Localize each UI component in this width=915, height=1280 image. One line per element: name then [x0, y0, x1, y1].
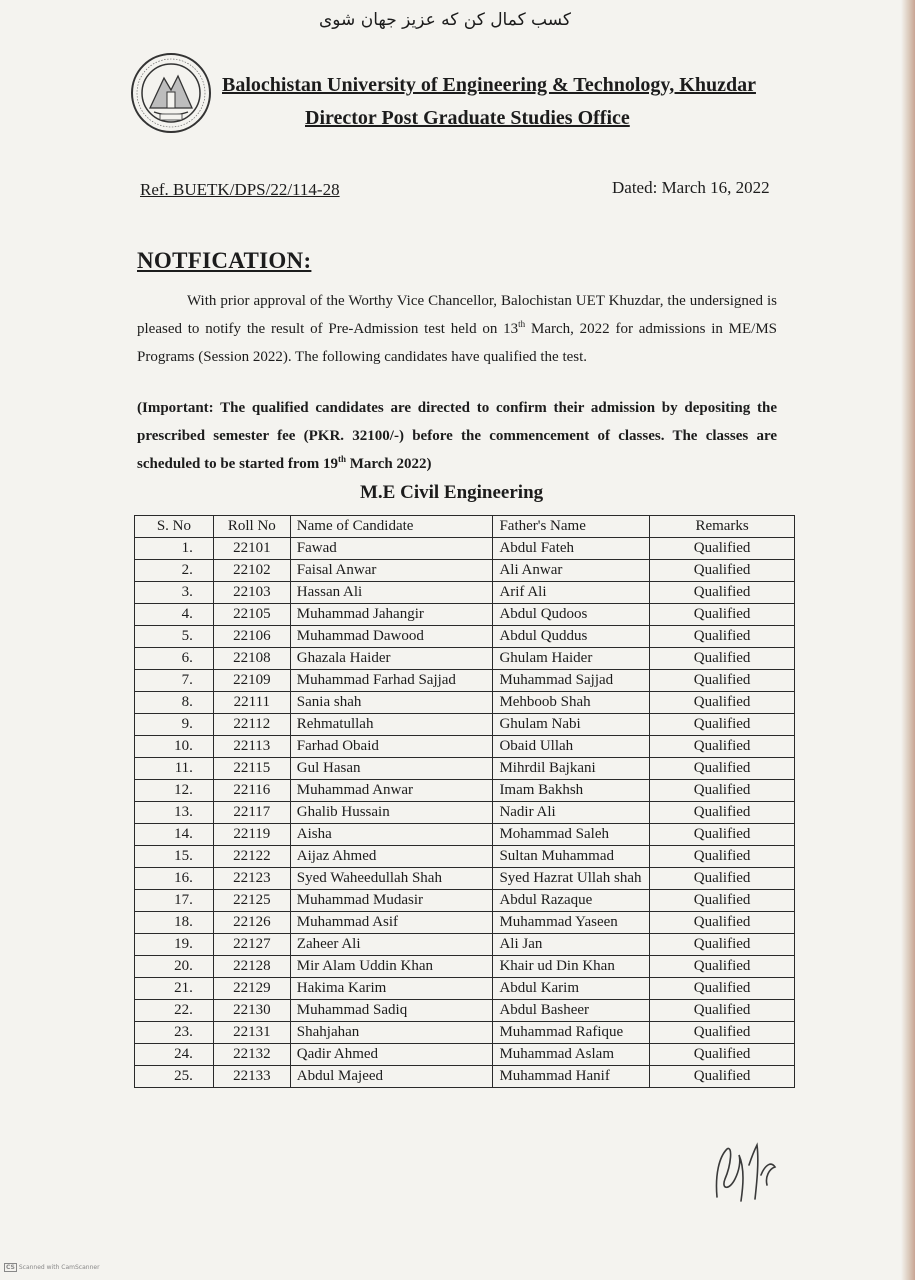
row-candidate-name: Abdul Majeed: [290, 1066, 493, 1088]
row-sno: 14.: [135, 824, 214, 846]
row-remarks: Qualified: [650, 648, 795, 670]
row-roll-no: 22112: [213, 714, 290, 736]
row-roll-no: 22102: [213, 560, 290, 582]
row-sno: 22.: [135, 1000, 214, 1022]
row-sno: 11.: [135, 758, 214, 780]
row-father-name: Ghulam Nabi: [493, 714, 650, 736]
row-candidate-name: Syed Waheedullah Shah: [290, 868, 493, 890]
row-remarks: Qualified: [650, 604, 795, 626]
row-sno: 6.: [135, 648, 214, 670]
row-candidate-name: Muhammad Mudasir: [290, 890, 493, 912]
row-father-name: Muhammad Aslam: [493, 1044, 650, 1066]
row-roll-no: 22109: [213, 670, 290, 692]
row-roll-no: 22129: [213, 978, 290, 1000]
row-sno: 15.: [135, 846, 214, 868]
row-sno: 13.: [135, 802, 214, 824]
row-sno: 25.: [135, 1066, 214, 1088]
row-candidate-name: Zaheer Ali: [290, 934, 493, 956]
row-father-name: Nadir Ali: [493, 802, 650, 824]
row-roll-no: 22119: [213, 824, 290, 846]
row-remarks: Qualified: [650, 560, 795, 582]
row-candidate-name: Hassan Ali: [290, 582, 493, 604]
table-row: [135, 956, 795, 978]
important-note: [137, 394, 777, 478]
header-candidate-name: Name of Candidate: [290, 516, 493, 538]
row-remarks: Qualified: [650, 934, 795, 956]
row-roll-no: 22115: [213, 758, 290, 780]
row-father-name: Sultan Muhammad: [493, 846, 650, 868]
row-remarks: Qualified: [650, 758, 795, 780]
table-row: [135, 648, 795, 670]
row-father-name: Ghulam Haider: [493, 648, 650, 670]
row-father-name: Abdul Basheer: [493, 1000, 650, 1022]
row-remarks: Qualified: [650, 890, 795, 912]
row-roll-no: 22108: [213, 648, 290, 670]
table-row: [135, 714, 795, 736]
row-roll-no: 22103: [213, 582, 290, 604]
row-candidate-name: Mir Alam Uddin Khan: [290, 956, 493, 978]
row-father-name: Abdul Quddus: [493, 626, 650, 648]
row-sno: 8.: [135, 692, 214, 714]
row-roll-no: 22116: [213, 780, 290, 802]
reference-number: [140, 180, 340, 200]
row-candidate-name: Aisha: [290, 824, 493, 846]
results-table: [134, 515, 795, 1088]
row-father-name: Abdul Karim: [493, 978, 650, 1000]
important-text-1: (Important: The qualified candidates are directed to confirm their admission by depositing the prescribed semester fee (PKR. 32100/-) before the commencement of classes. The classes are scheduled to be started from 19: [137, 400, 777, 472]
row-candidate-name: Muhammad Dawood: [290, 626, 493, 648]
row-father-name: Ali Jan: [493, 934, 650, 956]
table-row: [135, 978, 795, 1000]
row-candidate-name: Ghalib Hussain: [290, 802, 493, 824]
table-row: [135, 912, 795, 934]
row-father-name: Muhammad Hanif: [493, 1066, 650, 1088]
row-candidate-name: Muhammad Asif: [290, 912, 493, 934]
table-row: [135, 846, 795, 868]
row-sno: 19.: [135, 934, 214, 956]
row-father-name: Abdul Qudoos: [493, 604, 650, 626]
row-father-name: Mohammad Saleh: [493, 824, 650, 846]
row-sno: 20.: [135, 956, 214, 978]
row-father-name: Mehboob Shah: [493, 692, 650, 714]
paragraph-sup: th: [518, 319, 526, 329]
row-sno: 17.: [135, 890, 214, 912]
paragraph-text-1: With prior approval of the Worthy Vice Chancellor, Balochistan UET Khuzdar, the undersigned is pleased to notify the result of Pre-Admission test held on 13: [137, 293, 777, 337]
header-sno: S. No: [135, 516, 214, 538]
office-name: Director Post Graduate Studies Office: [305, 107, 630, 129]
row-roll-no: 22131: [213, 1022, 290, 1044]
row-remarks: Qualified: [650, 802, 795, 824]
row-remarks: Qualified: [650, 780, 795, 802]
row-roll-no: 22111: [213, 692, 290, 714]
row-remarks: Qualified: [650, 1044, 795, 1066]
table-row: [135, 824, 795, 846]
row-candidate-name: Aijaz Ahmed: [290, 846, 493, 868]
row-sno: 12.: [135, 780, 214, 802]
row-remarks: Qualified: [650, 670, 795, 692]
important-text-2: March 2022): [345, 456, 432, 472]
row-candidate-name: Farhad Obaid: [290, 736, 493, 758]
row-roll-no: 22101: [213, 538, 290, 560]
header-father-name: Father's Name: [493, 516, 650, 538]
table-row: [135, 582, 795, 604]
row-candidate-name: Muhammad Sadiq: [290, 1000, 493, 1022]
table-row: [135, 802, 795, 824]
row-sno: 18.: [135, 912, 214, 934]
row-candidate-name: Muhammad Anwar: [290, 780, 493, 802]
row-candidate-name: Gul Hasan: [290, 758, 493, 780]
table-row: [135, 692, 795, 714]
row-sno: 2.: [135, 560, 214, 582]
table-row: [135, 934, 795, 956]
header-roll-no: Roll No: [213, 516, 290, 538]
row-candidate-name: Shahjahan: [290, 1022, 493, 1044]
row-roll-no: 22132: [213, 1044, 290, 1066]
row-father-name: Khair ud Din Khan: [493, 956, 650, 978]
handwritten-signature: [705, 1135, 785, 1210]
university-name: Balochistan University of Engineering & Technology, Khuzdar: [222, 74, 756, 96]
notification-paragraph: [137, 287, 777, 371]
row-roll-no: 22105: [213, 604, 290, 626]
table-row: [135, 868, 795, 890]
paragraph-text-2: March, 2022 for admissions in ME/MS Programs (Session 2022). The following candidates have qualified the test.: [137, 321, 777, 365]
row-remarks: Qualified: [650, 736, 795, 758]
row-roll-no: 22106: [213, 626, 290, 648]
row-roll-no: 22113: [213, 736, 290, 758]
scanner-badge: CS: [6, 1264, 15, 1271]
university-seal-logo: [130, 52, 212, 134]
row-sno: 9.: [135, 714, 214, 736]
row-remarks: Qualified: [650, 714, 795, 736]
row-candidate-name: Sania shah: [290, 692, 493, 714]
row-candidate-name: Qadir Ahmed: [290, 1044, 493, 1066]
row-father-name: Muhammad Sajjad: [493, 670, 650, 692]
row-father-name: Muhammad Rafique: [493, 1022, 650, 1044]
row-remarks: Qualified: [650, 1066, 795, 1088]
important-sup: th: [337, 454, 346, 464]
row-candidate-name: Ghazala Haider: [290, 648, 493, 670]
row-roll-no: 22122: [213, 846, 290, 868]
row-sno: 3.: [135, 582, 214, 604]
scanner-text: Scanned with CamScanner: [18, 1264, 100, 1271]
row-sno: 7.: [135, 670, 214, 692]
row-roll-no: 22123: [213, 868, 290, 890]
row-candidate-name: Muhammad Farhad Sajjad: [290, 670, 493, 692]
table-header-row: [135, 516, 795, 538]
row-roll-no: 22130: [213, 1000, 290, 1022]
row-remarks: Qualified: [650, 1000, 795, 1022]
table-row: [135, 1066, 795, 1088]
row-candidate-name: Muhammad Jahangir: [290, 604, 493, 626]
row-father-name: Abdul Fateh: [493, 538, 650, 560]
scanner-watermark: [4, 1263, 100, 1272]
row-roll-no: 22126: [213, 912, 290, 934]
row-sno: 5.: [135, 626, 214, 648]
row-remarks: Qualified: [650, 868, 795, 890]
row-sno: 16.: [135, 868, 214, 890]
table-row: [135, 1044, 795, 1066]
table-row: [135, 670, 795, 692]
table-row: [135, 560, 795, 582]
row-father-name: Mihrdil Bajkani: [493, 758, 650, 780]
row-sno: 1.: [135, 538, 214, 560]
row-father-name: Ali Anwar: [493, 560, 650, 582]
table-title: M.E Civil Engineering: [360, 482, 544, 503]
header-remarks: Remarks: [650, 516, 795, 538]
row-sno: 21.: [135, 978, 214, 1000]
table-row: [135, 538, 795, 560]
row-father-name: Syed Hazrat Ullah shah: [493, 868, 650, 890]
table-row: [135, 890, 795, 912]
row-sno: 4.: [135, 604, 214, 626]
urdu-motto: کسب کمال کن که عزیز جهان شوی: [318, 10, 572, 30]
row-candidate-name: Faisal Anwar: [290, 560, 493, 582]
row-sno: 24.: [135, 1044, 214, 1066]
notification-date: Dated: March 16, 2022: [612, 178, 770, 197]
row-father-name: Arif Ali: [493, 582, 650, 604]
row-remarks: Qualified: [650, 978, 795, 1000]
row-candidate-name: Rehmatullah: [290, 714, 493, 736]
notification-heading: NOTFICATION:: [137, 248, 312, 273]
row-father-name: Abdul Razaque: [493, 890, 650, 912]
row-roll-no: 22128: [213, 956, 290, 978]
row-father-name: Obaid Ullah: [493, 736, 650, 758]
row-sno: 23.: [135, 1022, 214, 1044]
table-row: [135, 780, 795, 802]
row-father-name: Muhammad Yaseen: [493, 912, 650, 934]
row-remarks: Qualified: [650, 626, 795, 648]
row-remarks: Qualified: [650, 692, 795, 714]
table-row: [135, 604, 795, 626]
row-remarks: Qualified: [650, 846, 795, 868]
row-candidate-name: Hakima Karim: [290, 978, 493, 1000]
page-edge: [901, 0, 915, 1280]
row-candidate-name: Fawad: [290, 538, 493, 560]
table-row: [135, 1000, 795, 1022]
table-row: [135, 736, 795, 758]
row-roll-no: 22125: [213, 890, 290, 912]
row-remarks: Qualified: [650, 538, 795, 560]
reference-text: Ref. BUETK/DPS/22/114-28: [140, 180, 340, 199]
row-roll-no: 22133: [213, 1066, 290, 1088]
table-row: [135, 1022, 795, 1044]
row-father-name: Imam Bakhsh: [493, 780, 650, 802]
row-roll-no: 22117: [213, 802, 290, 824]
row-remarks: Qualified: [650, 582, 795, 604]
row-remarks: Qualified: [650, 1022, 795, 1044]
row-roll-no: 22127: [213, 934, 290, 956]
row-remarks: Qualified: [650, 824, 795, 846]
row-remarks: Qualified: [650, 956, 795, 978]
table-row: [135, 758, 795, 780]
table-row: [135, 626, 795, 648]
row-sno: 10.: [135, 736, 214, 758]
row-remarks: Qualified: [650, 912, 795, 934]
